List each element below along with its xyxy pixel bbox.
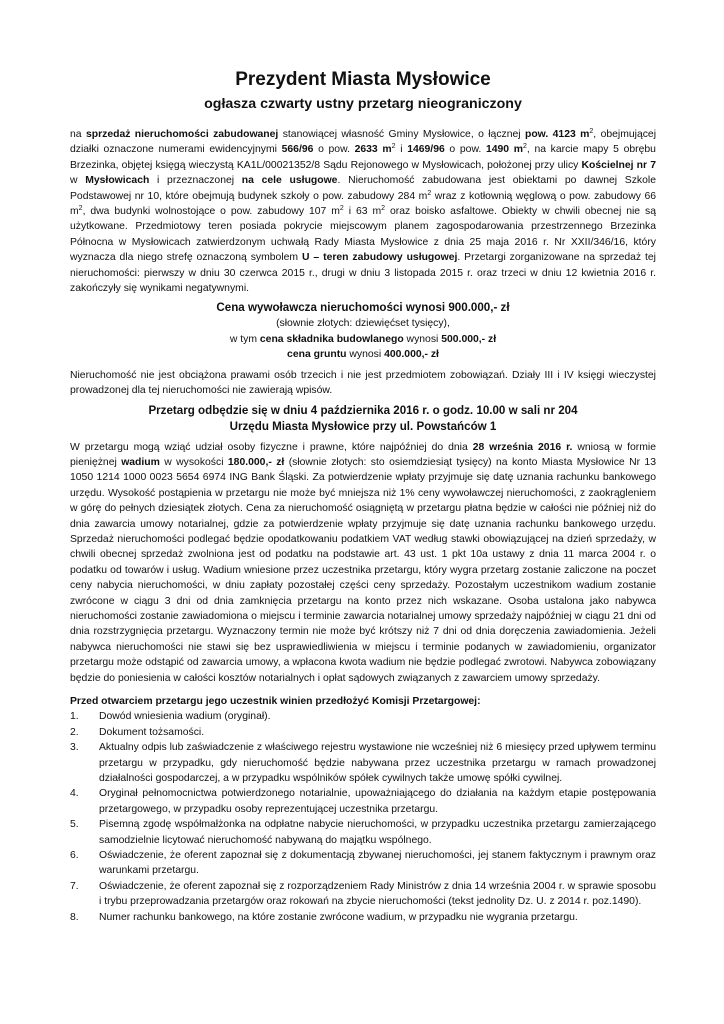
list-item: 5. Pisemną zgodę współmałżonka na odpłatne nabycie nieruchomości, w przypadku uczestnika przetargu zamierzającego samodzielnie licytować nieruchomość nabywaną do majątku wspólnego. (70, 819, 656, 846)
requirements-list (70, 709, 656, 925)
list-item: 6. Oświadczenie, że oferent zapoznał się z dokumentacją zbywanej nieruchomości, jej stanem faktycznym i prawnym oraz warunkami przetargu. (70, 850, 656, 877)
auction-conditions: W przetargu mogą wziąć udział osoby fizyczne i prawne, które najpóźniej do dnia 28 września 2016 r. wniosą w formie pieniężnej wadium w wysokości 180.000,- zł (słownie złotych: sto osiemdziesiąt tysięcy) na konto Miasta Mysłowice Nr 13 1050 1214 1000 0023 5654 6974 ING Bank Śląski. Za potwierdzenie wpłaty przyjmuje się datę uznania rachunku bankowego urzędu. Wysokość postąpienia w przetargu nie może być mniejsza niż 1% ceny wywoławczej nieruchomości, z zaokrągleniem w górę do pełnych dziesiątek złotych. Cena za nieruchomość osiągniętą w przetargu płatna będzie w całości nie później niż do dnia zawarcia umowy notarialnej, gdzie za potwierdzenie wpłaty przyjmuje się datę uznania rachunku bankowego urzędu. Sprzedaż nieruchomości podlegać będzie opodatkowaniu podatkiem VAT według stawki obowiązującej na dzień sprzedaży, w chwili obecnej sprzedaż zwolniona jest od podatku na podstawie art. 43 ust. 1 pkt 10a ustawy z dnia 11 marca 2004 r. o podatku od towarów i usług. Wadium wniesione przez uczestnika przetargu, który wygra przetarg zostanie zaliczone na poczet ceny nabycia nieruchomości, w dniu zapłaty pozostałej części ceny sprzedaży. Pozostałym uczestnikom wadium zostanie zwrócone w ciągu 3 dni od dnia zamknięcia przetargu na konto przez nich wskazane. Osoba ustalona jako nabywca nieruchomości zostanie zawiadomiona o miejscu i terminie zawarcia notarialnej umowy sprzedaży najpóźniej w ciągu 21 dni od dnia rozstrzygnięcia przetargu. Wyznaczony termin nie może być krótszy niż 7 dni od dnia doręczenia zawiadomienia. Jeżeli nabywca nieruchomości nie stawi się bez usprawiedliwienia w miejscu i terminie podanych w zawiadomieniu, organizator przetargu może odstąpić od zawarcia umowy, a wpłacona kwota wadium nie będzie podlegać zwrotowi. Nabywca zobowiązany będzie do poniesienia w całości kosztów notarialnych i opłat sądowych związanych z zawarciem umowy sprzedaży. (70, 441, 656, 684)
price-heading: Cena wywoławcza nieruchomości wynosi 900.000,- zł (216, 301, 510, 315)
list-item: 4. Oryginał pełnomocnictwa potwierdzonego notarialnie, upoważniającego do działania na każdym etapie postępowania przetargowego, w przypadku osoby reprezentującej uczestnika przetargu. (70, 788, 656, 815)
list-item: 2. Dokument tożsamości. (70, 726, 205, 738)
announcement-page (70, 68, 656, 925)
property-description: na sprzedaż nieruchomości zabudowanej stanowiącej własność Gminy Mysłowice, o łącznej pow. 4123 $m^2$, obejmującej działki oznaczone numerami ewidencyjnymi 566/96 o pow. 2633 $m^2$ i 1469/96 o pow. 1490 $m^2$, na karcie mapy 5 obrębu Brzezinka, objętej księgą wieczystą KA1L/00021352/8 Sądu Rejonowego w Mysłowicach, położonej przy ulicy Kościelnej nr 7 w Mysłowicach i przeznaczonej na cele usługowe. Nieruchomość zabudowana jest obiektami po dawnej Szkole Podstawowej nr 10, które obejmują budynek szkoły o pow. zabudowy 284 $m^2$ wraz z kotłownią węglową o pow. zabudowy 66 $m^2$, dwa budynki wolnostojące o pow. zabudowy 107 $m^2$ i 63 $m^2$ oraz boisko asfaltowe. Obiekty w chwili obecnej nie są użytkowane. Przedmiotowy teren posiada pokrycie miejscowym planem zagospodarowania przestrzennego Brzezinka Północna w Mysłowicach zatwierdzonym uchwałą Rady Miasta Mysłowice z dnia 25 maja 2016 r. Nr XXII/346/16, który wyznacza dla niego strefę oznaczoną symbolem U – teren zabudowy usługowej. Przetargi zorganizowane na sprzedaż tej nieruchomości: pierwszy w dniu 30 czerwca 2015 r., drugi w dniu 3 listopada 2015 r. oraz trzeci w dniu 12 kwietnia 2016 r. zakończyły się wynikami negatywnymi. (70, 128, 657, 295)
price-building-component: w tym cena składnika budowlanego wynosi 500.000,- zł (229, 333, 497, 345)
price-land-component: cena gruntu wynosi 400.000,- zł (287, 349, 439, 361)
requirements-heading: Przed otwarciem przetargu jego uczestnik winien przedłożyć Komisji Przetargowej: (70, 696, 481, 707)
meeting-place-line: Urzędu Miasta Mysłowice przy ul. Powstańców 1 (229, 419, 497, 433)
price-in-words: (słownie złotych: dziewięćset tysięcy), (276, 318, 450, 330)
list-item: 1. Dowód wniesienia wadium (oryginał). (70, 711, 271, 723)
list-item: 3. Aktualny odpis lub zaświadczenie z właściwego rejestru wystawione nie wcześniej niż 6 miesięcy przed upływem terminu przetargu w przypadku, gdy nieruchomość będzie nabywana przez uczestnika przetargu w ramach prowadzonej działalności gospodarczej, a w przypadku wspólników spółek cywilnych także umowę spółki cywilnej. (70, 742, 656, 785)
list-item: 7. Oświadczenie, że oferent zapoznał się z rozporządzeniem Rady Ministrów z dnia 14 września 2004 r. w sprawie sposobu i trybu przeprowadzania przetargów oraz rokowań na zbycie nieruchomości (tekst jednolity Dz. U. z 2014 r. poz.1490). (70, 880, 656, 908)
meeting-date-line: Przetarg odbędzie się w dniu 4 października 2016 r. o godz. 10.00 w sali nr 204 (148, 403, 578, 417)
page-title: Prezydent Miasta Mysłowice (235, 69, 491, 90)
list-item: 8. Numer rachunku bankowego, na które zostanie zwrócone wadium, w przypadku nie wygrania przetargu. (70, 911, 578, 923)
page-subtitle: ogłasza czwarty ustny przetarg nieograniczony (204, 96, 522, 112)
encumbrance-note: Nieruchomość nie jest obciążona prawami osób trzecich i nie jest przedmiotem zobowiązań. Działy III i IV księgi wieczystej prowadzonej dla tej nieruchomości nie zawierają wpisów. (70, 369, 656, 397)
